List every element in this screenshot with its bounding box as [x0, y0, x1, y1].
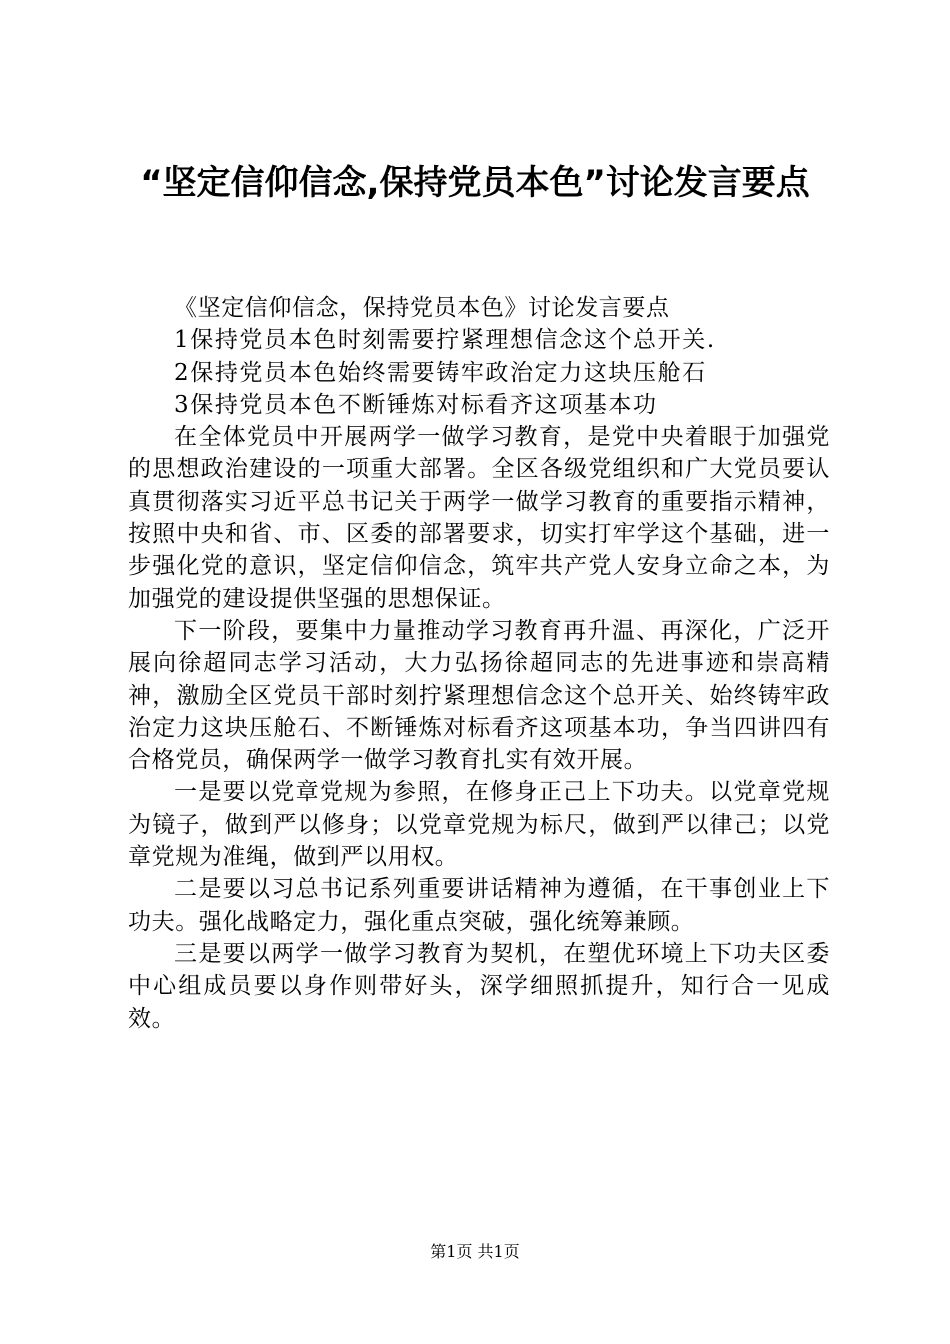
- paragraph-body-5: 三是要以两学一做学习教育为契机，在塑优环境上下功夫区委中心组成员要以身作则带好头，深学细照抓提升，知行合一见成效。: [128, 940, 830, 1032]
- paragraph-point-2: 2保持党员本色始终需要铸牢政治定力这块压舱石: [174, 359, 707, 386]
- paragraph-body-3: 一是要以党章党规为参照，在修身正己上下功夫。以党章党规为镜子，做到严以修身；以党章党规为标尺，做到严以律己；以党章党规为准绳，做到严以用权。: [128, 779, 830, 871]
- paragraph-body-1: 在全体党员中开展两学一做学习教育，是党中央着眼于加强党的思想政治建设的一项重大部署。全区各级党组织和广大党员要认真贯彻落实习近平总书记关于两学一做学习教育的重要指示精神，按照中央和省、市、区委的部署要求，切实打牢学这个基础，进一步强化党的意识，坚定信仰信念，筑牢共产党人安身立命之本，为加强党的建设提供坚强的思想保证。: [128, 424, 830, 612]
- page-footer: 第1页 共1页: [430, 1242, 520, 1261]
- paragraph-point-1: 1保持党员本色时刻需要拧紧理想信念这个总开关.: [174, 327, 716, 354]
- document-title: “坚定信仰信念,保持党员本色”讨论发言要点: [140, 163, 810, 203]
- paragraph-body-2: 下一阶段，要集中力量推动学习教育再升温、再深化，广泛开展向徐超同志学习活动，大力弘扬徐超同志的先进事迹和崇高精神，激励全区党员干部时刻拧紧理想信念这个总开关、始终铸牢政治定力这块压舱石、不断锤炼对标看齐这项基本功，争当四讲四有合格党员，确保两学一做学习教育扎实有效开展。: [128, 617, 830, 774]
- document-body: [128, 292, 830, 1035]
- paragraph-point-3: 3保持党员本色不断锤炼对标看齐这项基本功: [174, 391, 658, 418]
- paragraph-body-4: 二是要以习总书记系列重要讲话精神为遵循，在干事创业上下功夫。强化战略定力，强化重点突破，强化统筹兼顾。: [128, 876, 830, 935]
- paragraph-heading: 《坚定信仰信念，保持党员本色》讨论发言要点: [174, 295, 670, 321]
